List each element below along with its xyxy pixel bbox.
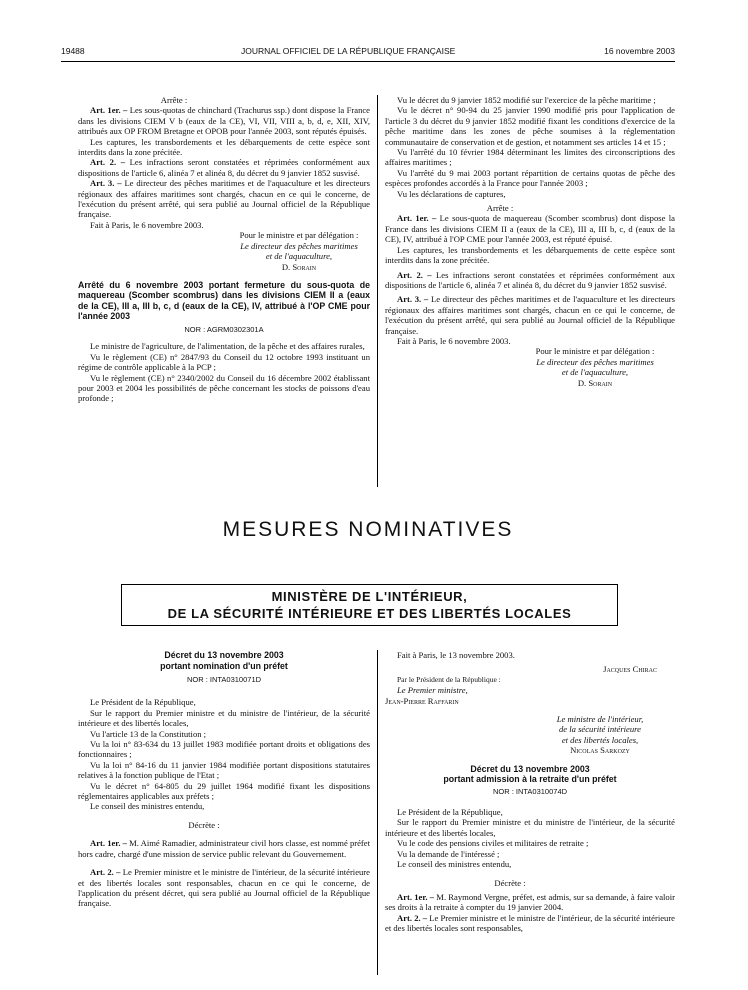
page-header — [61, 46, 675, 58]
signature-line: Le ministre de l'intérieur, — [556, 714, 644, 725]
visa: Vu le décret n° 90-94 du 25 janvier 1990 modifié pris pour l'application de l'article 3 du décret du 9 janvier 1852 modifié fixant les conditions d'exercice de la pêche maritime dans les zones de pêche soumises à la réglementation communautaire de conservation et de gestion, et notamment ses articles 14 et 15 ; — [385, 105, 675, 147]
article-text: Le directeur des pêches maritimes et de l'aquaculture et les directeurs régionaux des affaires maritimes sont chargés, chacun en ce qui le concerne, de l'exécution du présent arrêté, qui sera publié au Journal officiel de la République française. — [78, 178, 371, 220]
article-label: Art. 1er. – — [397, 891, 435, 902]
article-text: Le directeur des pêches maritimes et de l'aquaculture et les directeurs régionaux des affaires maritimes sont chargés, chacun en ce qui le concerne, de l'exécution du présent arrêté, qui sera publié au Journal officiel de la République française. — [385, 294, 675, 336]
article-label: Art. 1er. – — [90, 105, 128, 116]
fait-a-paris: Fait à Paris, le 6 novembre 2003. — [397, 335, 511, 346]
journal-title: JOURNAL OFFICIEL DE LA RÉPUBLIQUE FRANÇAISE — [241, 46, 456, 56]
preamble: Le ministre de l'agriculture, de l'alimentation, de la pêche et des affaires rurales, — [90, 341, 365, 352]
decree-title: Arrêté du 6 novembre 2003 portant fermeture du sous-quota de maquereau (Scomber scombrus) dans les divisions CIEM II a (eaux de la CE), III a, III b, c, d (eaux de la CE), IV, attribué à l'OP CME pour l'année 2003 — [78, 279, 370, 322]
signature-line: et des libertés locales, — [561, 734, 639, 745]
decrete-heading: Décrète : — [494, 877, 526, 888]
visa: Vu l'arrêté du 9 mai 2003 portant répartition de certains quotas de pêche des espèces profondes accordés à la France pour l'année 2003 ; — [385, 167, 675, 189]
visa: Vu les déclarations de captures, — [397, 188, 506, 199]
visa: Le conseil des ministres entendu, — [90, 801, 205, 812]
ministry-line: DE LA SÉCURITÉ INTÉRIEURE ET DES LIBERTÉS LOCALES — [167, 606, 572, 621]
article-2 — [78, 867, 370, 909]
bottom-right-column — [385, 650, 675, 934]
decree-subtitle: portant admission à la retraite d'un préfet — [443, 774, 617, 785]
signature-line: Le Premier ministre, — [397, 685, 468, 696]
signatory-name: D. Sorain — [577, 377, 613, 388]
preamble: Le Président de la République, — [90, 697, 196, 708]
article-label: Art. 2. – — [90, 157, 125, 168]
article-label: Art. 2. – — [90, 867, 121, 878]
article-2 — [385, 913, 675, 934]
visa: Vu l'article 13 de la Constitution ; — [90, 728, 207, 739]
decree-title: Décret du 13 novembre 2003 — [470, 763, 590, 774]
header-rule — [61, 61, 675, 62]
visa: Vu la loi n° 83-634 du 13 juillet 1983 modifiée portant droits et obligations des fonctionnaires ; — [78, 739, 370, 760]
article-label: Art. 1er. – — [90, 838, 127, 849]
signatory-name: Jean-Pierre Raffarin — [385, 695, 459, 706]
signatory-name: Jacques Chirac — [603, 664, 657, 675]
article-text: M. Raymond Vergne, préfet, est admis, sur sa demande, à faire valoir ses droits à la retraite à compter du 19 janvier 2004. — [385, 891, 675, 913]
arrete-heading: Arrête : — [486, 203, 514, 214]
article-1 — [78, 838, 370, 859]
article-text: Le sous-quota de maquereau (Scomber scombrus) dont dispose la France dans les divisions CIEM II a (eaux de la CE), III a, III b, c, d (eaux de la CE), IV, attribué à l'OP CME pour l'année 2003, est réputé épuisé. — [385, 213, 675, 245]
column-divider — [377, 650, 378, 975]
article-text: M. Aimé Ramadier, administrateur civil hors classe, est nommé préfet hors cadre, chargé d'une mission de service public relevant du Gouvernement. — [78, 838, 370, 859]
visa: Vu l'arrêté du 10 février 1984 déterminant les limites des circonscriptions des affaires maritimes ; — [385, 147, 675, 168]
signature-line: et de l'aquaculture, — [265, 251, 333, 262]
visa: Vu le code des pensions civiles et militaires de retraite ; — [397, 838, 589, 849]
article-1 — [385, 892, 675, 913]
article-text: Les sous-quotas de chinchard (Trachurus ssp.) dont dispose la France dans les divisions CIEM V b (eaux de la CE), VI, VII, VIII a, b, d, e, XII, XIV, attribués aux OP FROM Bretagne et OPOB pour l'année 2003, sont réputés épuisés. — [78, 105, 370, 137]
visa: Vu le décret du 9 janvier 1852 modifié sur l'exercice de la pêche maritime ; — [397, 95, 656, 105]
visa: Vu la loi n° 84-16 du 11 janvier 1984 modifiée portant dispositions statutaires relatives à la fonction publique de l'Etat ; — [78, 759, 370, 781]
article-1-paragraph: Les captures, les transbordements et les débarquements de cette espèce sont interdits dans la zone précitée. — [78, 136, 370, 158]
arrete-heading: Arrête : — [160, 95, 188, 105]
signature-line: Le directeur des pêches maritimes — [240, 240, 358, 251]
bottom-left-column — [78, 650, 370, 909]
signature-line: Par le Président de la République : — [397, 674, 501, 684]
article-label: Art. 3. – — [397, 294, 429, 305]
article-1 — [78, 105, 370, 136]
preamble: Le Président de la République, — [397, 807, 503, 818]
signatory-name: Nicolas Sarkozy — [570, 745, 630, 756]
top-right-column — [385, 95, 675, 388]
column-divider — [377, 95, 378, 487]
article-text: Les infractions seront constatées et réprimées conformément aux dispositions de l'article 6, alinéa 7 et alinéa 8, du décret du 9 janvier 1852 susvisé. — [385, 269, 675, 290]
nor-reference: NOR : INTA0310071D — [186, 675, 262, 684]
article-label: Art. 2. – — [397, 912, 428, 923]
page-number: 19488 — [61, 46, 85, 56]
signature-line: de la sécurité intérieure — [558, 724, 641, 735]
visa: Vu la demande de l'intéressé ; — [397, 848, 500, 859]
visa: Vu le règlement (CE) n° 2847/93 du Conseil du 12 octobre 1993 instituant un régime de contrôle applicable à la PCP ; — [78, 351, 370, 373]
decree-subtitle: portant nomination d'un préfet — [160, 660, 288, 671]
signature-line: Pour le ministre et par délégation : — [239, 230, 359, 241]
visa: Sur le rapport du Premier ministre et du ministre de l'intérieur, de la sécurité intérieure et des libertés locales, — [78, 707, 370, 729]
signature-line: Pour le ministre et par délégation : — [535, 346, 655, 357]
article-2 — [385, 270, 675, 291]
article-label: Art. 2. – — [397, 269, 432, 280]
visa: Vu le décret n° 64-805 du 29 juillet 1964 modifié fixant les dispositions réglementaires applicables aux préfets ; — [78, 780, 370, 802]
signature-line: et de l'aquaculture, — [561, 367, 629, 378]
fait-a-paris: Fait à Paris, le 6 novembre 2003. — [90, 219, 204, 230]
decree-title: Décret du 13 novembre 2003 — [164, 650, 284, 660]
article-text: Le Premier ministre et le ministre de l'intérieur, de la sécurité intérieure et des libertés locales sont responsables, chacun en ce qui le concerne, de l'application du présent décret, qui sera publié au Journal officiel de la République française. — [78, 867, 370, 909]
article-label: Art. 3. – — [90, 178, 122, 189]
visa: Sur le rapport du Premier ministre et du ministre de l'intérieur, de la sécurité intérieure et des libertés locales, — [385, 817, 675, 838]
signatory-name: D. Sorain — [281, 261, 317, 272]
article-label: Art. 1er. – — [397, 213, 437, 224]
visa: Le conseil des ministres entendu, — [397, 859, 512, 870]
fait-a-paris: Fait à Paris, le 13 novembre 2003. — [397, 650, 515, 660]
issue-date: 16 novembre 2003 — [604, 46, 675, 56]
article-2 — [78, 157, 370, 178]
ministry-line: MINISTÈRE DE L'INTÉRIEUR, — [271, 589, 468, 604]
article-3 — [78, 178, 370, 220]
nor-reference: NOR : AGRM0302301A — [184, 324, 264, 334]
ministry-box — [121, 584, 618, 626]
article-1-paragraph: Les captures, les transbordements et les débarquements de cette espèce sont interdits dans la zone précitée. — [385, 244, 675, 266]
article-1 — [385, 213, 675, 244]
article-text: Les infractions seront constatées et réprimées conformément aux dispositions de l'article 6, alinéa 7 et alinéa 8, du décret du 9 janvier 1852 susvisé. — [78, 157, 370, 178]
section-heading: MESURES NOMINATIVES — [222, 518, 514, 541]
article-3 — [385, 294, 675, 336]
article-text: Le Premier ministre et le ministre de l'intérieur, de la sécurité intérieure et des libertés locales sont responsables, — [385, 912, 675, 934]
top-left-column — [78, 95, 370, 404]
decrete-heading: Décrète : — [188, 819, 220, 830]
visa: Vu le règlement (CE) n° 2340/2002 du Conseil du 16 décembre 2002 établissant pour 2003 et 2004 les possibilités de pêche concernant les stocks de poissons d'eau profonde ; — [78, 372, 370, 404]
signature-line: Le directeur des pêches maritimes — [536, 356, 654, 367]
nor-reference: NOR : INTA0310074D — [492, 786, 568, 796]
